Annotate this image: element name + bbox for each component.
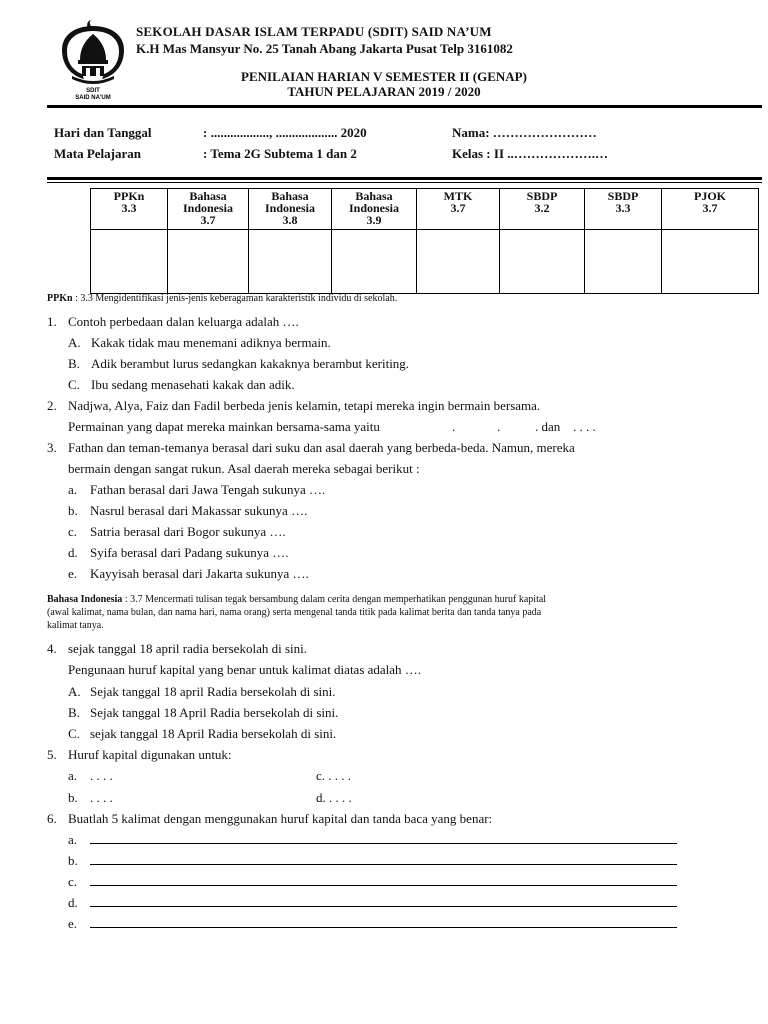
bindo-competency-line2: (awal kalimat, nama bulan, dan nama hari, nama orang) serta mengenal tanda titik pada kalimat berita dan tanda tanya pada bbox=[47, 607, 542, 618]
q5-b-label: b. bbox=[68, 790, 78, 805]
q3-line1: Fathan dan teman-temanya berasal dari suku dan asal daerah yang berbeda-beda. Namun, mereka bbox=[68, 440, 575, 455]
q3-number: 3. bbox=[47, 440, 57, 455]
score-header-cell: Bahasa Indonesia 3.8 bbox=[249, 189, 332, 230]
q4-number: 4. bbox=[47, 641, 57, 656]
subject-label: Mata Pelajaran bbox=[54, 146, 142, 161]
q5-a-label: a. bbox=[68, 768, 78, 783]
subject-value: : Tema 2G Subtema 1 dan 2 bbox=[203, 146, 357, 161]
q2-line1: Nadjwa, Alya, Faiz dan Fadil berbeda jenis kelamin, tetapi mereka ingin bermain bersama. bbox=[68, 398, 541, 413]
q3-item-label: d. bbox=[68, 545, 78, 560]
q2-blank-1: . bbox=[452, 419, 456, 434]
q6-label-e: e. bbox=[68, 916, 78, 931]
q1-number: 1. bbox=[47, 314, 57, 329]
q1-option-label: A. bbox=[68, 335, 81, 350]
score-cell[interactable] bbox=[91, 230, 168, 294]
q1-option-label: C. bbox=[68, 377, 80, 392]
score-header-cell: SBDP 3.2 bbox=[500, 189, 585, 230]
q3-item: Nasrul berasal dari Makassar sukunya …. bbox=[90, 503, 308, 518]
score-value-row bbox=[91, 230, 759, 294]
bindo-competency-line3: kalimat tanya. bbox=[47, 620, 104, 631]
school-name: SEKOLAH DASAR ISLAM TERPADU (SDIT) SAID NA’UM bbox=[136, 24, 492, 39]
score-cell[interactable] bbox=[332, 230, 417, 294]
score-header-cell: PJOK 3.7 bbox=[662, 189, 759, 230]
q1-text: Contoh perbedaan dalan keluarga adalah …. bbox=[68, 314, 299, 329]
q5-number: 5. bbox=[47, 747, 57, 762]
name-label: Nama: …………………… bbox=[452, 125, 597, 140]
score-header-cell: MTK 3.7 bbox=[417, 189, 500, 230]
score-table bbox=[90, 188, 759, 294]
q4-option-c: sejak tanggal 18 April Radia bersekolah di sini. bbox=[90, 726, 337, 741]
logo-caption-2: SAID NA'UM bbox=[75, 95, 111, 100]
q3-item: Satria berasal dari Bogor sukunya …. bbox=[90, 524, 286, 539]
q5-text: Huruf kapital digunakan untuk: bbox=[68, 747, 232, 762]
q5-c: c. . . . . bbox=[316, 768, 352, 783]
exam-year: TAHUN PELAJARAN 2019 / 2020 bbox=[287, 84, 481, 99]
school-address: K.H Mas Mansyur No. 25 Tanah Abang Jakarta Pusat Telp 3161082 bbox=[136, 41, 513, 56]
q3-item-label: e. bbox=[68, 566, 78, 581]
q1-option-c: Ibu sedang menasehati kakak dan adik. bbox=[91, 377, 295, 392]
q3-item-label: c. bbox=[68, 524, 78, 539]
score-cell[interactable] bbox=[417, 230, 500, 294]
date-label: Hari dan Tanggal bbox=[54, 125, 152, 140]
q6-text: Buatlah 5 kalimat dengan menggunakan huruf kapital dan tanda baca yang benar: bbox=[68, 811, 493, 826]
q3-line2: bermain dengan sangat rukun. Asal daerah mereka sebagai berikut : bbox=[68, 461, 420, 476]
q3-item-label: a. bbox=[68, 482, 78, 497]
q1-option-b: Adik berambut lurus sedangkan kakaknya berambut keriting. bbox=[91, 356, 410, 371]
q6-number: 6. bbox=[47, 811, 57, 826]
answer-line-b[interactable] bbox=[90, 864, 677, 865]
score-cell[interactable] bbox=[249, 230, 332, 294]
q5-b-blank: . . . . bbox=[90, 790, 113, 805]
answer-line-a[interactable] bbox=[90, 843, 677, 844]
q4-option-label: A. bbox=[68, 684, 81, 699]
q4-option-label: C. bbox=[68, 726, 80, 741]
answer-line-d[interactable] bbox=[90, 906, 677, 907]
score-cell[interactable] bbox=[168, 230, 249, 294]
q1-option-a: Kakak tidak mau menemani adiknya bermain. bbox=[91, 335, 331, 350]
q4-option-b: Sejak tanggal 18 April Radia bersekolah di sini. bbox=[90, 705, 339, 720]
q5-d: d. . . . . bbox=[316, 790, 352, 805]
score-header-cell: SBDP 3.3 bbox=[585, 189, 662, 230]
score-header-cell: PPKn 3.3 bbox=[91, 189, 168, 230]
date-value: : .................., ................... 2020 bbox=[203, 125, 367, 140]
q2-dan: . dan bbox=[535, 419, 561, 434]
q4-line1: sejak tanggal 18 april radia bersekolah di sini. bbox=[68, 641, 307, 656]
score-header-cell: Bahasa Indonesia 3.9 bbox=[332, 189, 417, 230]
q3-item: Syifa berasal dari Padang sukunya …. bbox=[90, 545, 289, 560]
info-divider-thin bbox=[47, 182, 762, 183]
score-header-row bbox=[91, 189, 759, 230]
exam-title: PENILAIAN HARIAN V SEMESTER II (GENAP) bbox=[241, 69, 527, 84]
q6-label-c: c. bbox=[68, 874, 78, 889]
q1-option-label: B. bbox=[68, 356, 80, 371]
answer-line-e[interactable] bbox=[90, 927, 677, 928]
ppkn-competency: PPKn : 3.3 Mengidentifikasi jenis-jenis keberagaman karakteristik individu di sekolah. bbox=[47, 293, 398, 304]
q5-a-blank: . . . . bbox=[90, 768, 113, 783]
answer-line-c[interactable] bbox=[90, 885, 677, 886]
info-divider bbox=[47, 177, 762, 180]
header-divider bbox=[47, 105, 762, 108]
q4-option-label: B. bbox=[68, 705, 80, 720]
q3-item: Kayyisah berasal dari Jakarta sukunya …. bbox=[90, 566, 309, 581]
score-cell[interactable] bbox=[585, 230, 662, 294]
q3-item-label: b. bbox=[68, 503, 78, 518]
score-header-cell: Bahasa Indonesia 3.7 bbox=[168, 189, 249, 230]
q2-line2: Permainan yang dapat mereka mainkan bersama-sama yaitu bbox=[68, 419, 380, 434]
score-cell[interactable] bbox=[662, 230, 759, 294]
q3-item: Fathan berasal dari Jawa Tengah sukunya …. bbox=[90, 482, 326, 497]
q6-label-a: a. bbox=[68, 832, 78, 847]
q2-blank-2: . bbox=[497, 419, 501, 434]
logo-caption-1: SDIT bbox=[86, 88, 100, 94]
q4-line2: Pengunaan huruf kapital yang benar untuk kalimat diatas adalah …. bbox=[68, 662, 422, 677]
class-label: Kelas : II ..……………….… bbox=[452, 146, 608, 161]
q6-label-d: d. bbox=[68, 895, 78, 910]
bindo-competency-line1: Bahasa Indonesia : 3.7 Mencermati tulisan tegak bersambung dalam cerita dengan memperhatikan penggunan huruf kapital bbox=[47, 594, 547, 605]
q4-option-a: Sejak tanggal 18 april Radia bersekolah di sini. bbox=[90, 684, 336, 699]
q2-blank-3: . . . . bbox=[573, 419, 596, 434]
q6-label-b: b. bbox=[68, 853, 78, 868]
q2-number: 2. bbox=[47, 398, 57, 413]
score-cell[interactable] bbox=[500, 230, 585, 294]
